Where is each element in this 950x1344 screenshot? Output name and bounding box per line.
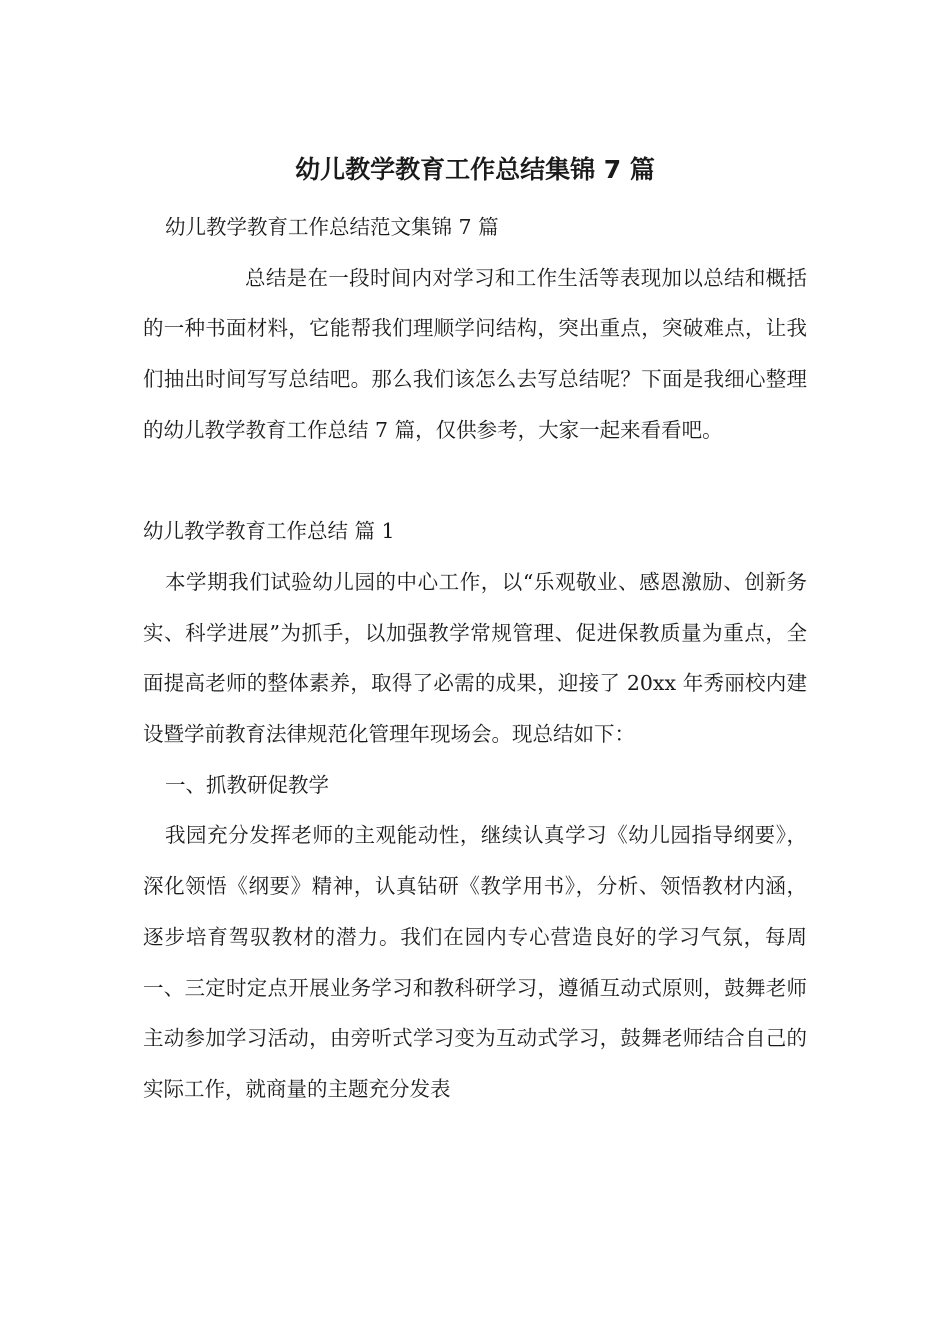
paragraph-2: 我园充分发挥老师的主观能动性，继续认真学习《幼儿园指导纲要》，深化领悟《纲要》精神，认真钻研《教学用书》，分析、领悟教材内涵，逐步培育驾驭教材的潜力。我们在园内专心营造良好的学习气氛，每周一、三定时定点开展业务学习和教科研学习，遵循互动式原则，鼓舞老师主动参加学习活动，由旁听式学习变为互动式学习，鼓舞老师结合自己的实际工作，就商量的主题充分发表: [143, 823, 807, 1101]
document-subtitle: 幼儿教学教育工作总结范文集锦 7 篇: [165, 215, 499, 239]
document-body: [143, 202, 807, 1115]
subheading-1: 一、抓教研促教学: [165, 772, 329, 797]
intro-paragraph: 总结是在一段时间内对学习和工作生活等表现加以总结和概括的一种书面材料，它能帮我们理顺学问结构，突出重点，突破难点，让我们抽出时间写写总结吧。那么我们该怎么去写总结呢？下面是我细心整理的幼儿教学教育工作总结 7 篇，仅供参考，大家一起来看看吧。: [143, 265, 807, 442]
section-heading: 幼儿教学教育工作总结 篇 1: [143, 519, 395, 544]
document-title: 幼儿教学教育工作总结集锦 7 篇: [295, 155, 655, 184]
paragraph-spacer: [143, 456, 807, 507]
paragraph-1: 本学期我们试验幼儿园的中心工作，以“乐观敬业、感恩激励、创新务实、科学进展”为抓手，以加强教学常规管理、促进保教质量为重点，全面提高老师的整体素养，取得了必需的成果，迎接了 20xx 年秀丽校内建设暨学前教育法律规范化管理年现场会。现总结如下：: [143, 569, 807, 747]
